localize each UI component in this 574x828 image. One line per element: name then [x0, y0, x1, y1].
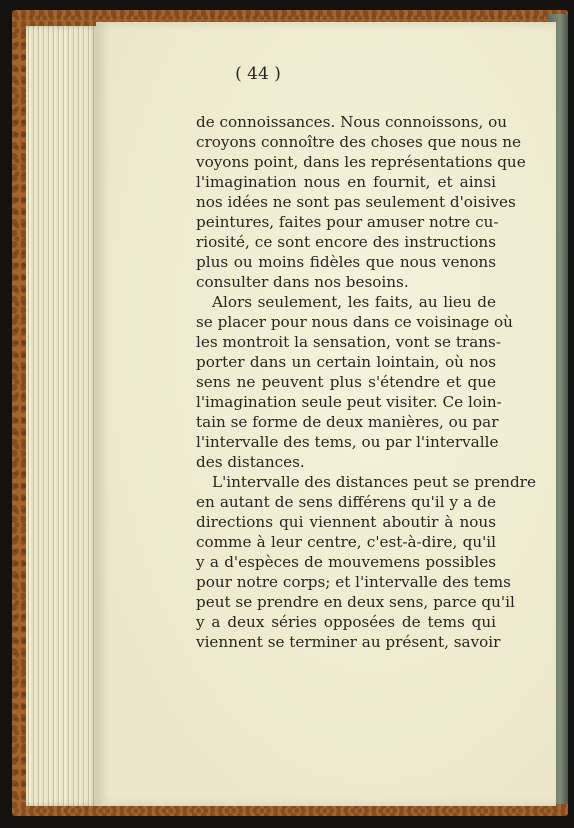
text-line: peut se prendre en deux sens, parce qu'il — [196, 593, 515, 611]
text-line: croyons connoître des choses que nous ne — [196, 133, 522, 151]
text-line: voyons point, dans les représentations que — [196, 153, 526, 171]
text-line: porter dans un certain lointain, où nos — [196, 353, 496, 371]
text-line: des distances. — [196, 453, 305, 471]
text-line: comme à leur centre, c'est-à-dire, qu'il — [196, 533, 496, 551]
paragraph-start-line: L'intervalle des distances peut se prendre — [212, 473, 536, 491]
text-line: se placer pour nous dans ce voisinage où — [196, 313, 513, 331]
text-line: l'imagination nous en fournit, et ainsi — [196, 173, 496, 191]
text-line: viennent se terminer au présent, savoir — [196, 633, 501, 651]
text-line: sens ne peuvent plus s'étendre et que — [196, 373, 496, 391]
text-line: nos idées ne sont pas seulement d'oisives — [196, 193, 516, 211]
text-line: l'intervalle des tems, ou par l'intervalle — [196, 433, 499, 451]
text-line: pour notre corps; et l'intervalle des tems — [196, 573, 511, 591]
page-edges — [26, 26, 98, 806]
text-line: l'imagination seule peut visiter. Ce loin- — [196, 393, 502, 411]
paragraph-start-line: Alors seulement, les faits, au lieu de — [212, 293, 496, 311]
text-line: tain se forme de deux manières, ou par — [196, 413, 499, 431]
text-line: riosité, ce sont encore des instructions — [196, 233, 496, 251]
text-line: en autant de sens différens qu'il y a de — [196, 493, 496, 511]
text-line: y a deux séries opposées de tems qui — [196, 613, 496, 631]
text-line: y a d'espèces de mouvemens possibles — [196, 553, 496, 571]
text-line: consulter dans nos besoins. — [196, 273, 409, 291]
text-line: les montroit la sensation, vont se trans- — [196, 333, 501, 351]
page-number: ( 44 ) — [235, 64, 281, 84]
text-line: directions qui viennent aboutir à nous — [196, 513, 496, 531]
text-line: plus ou moins fidèles que nous venons — [196, 253, 496, 271]
text-line: de connoissances. Nous connoissons, ou — [196, 113, 508, 131]
text-line: peintures, faites pour amuser notre cu- — [196, 213, 499, 231]
